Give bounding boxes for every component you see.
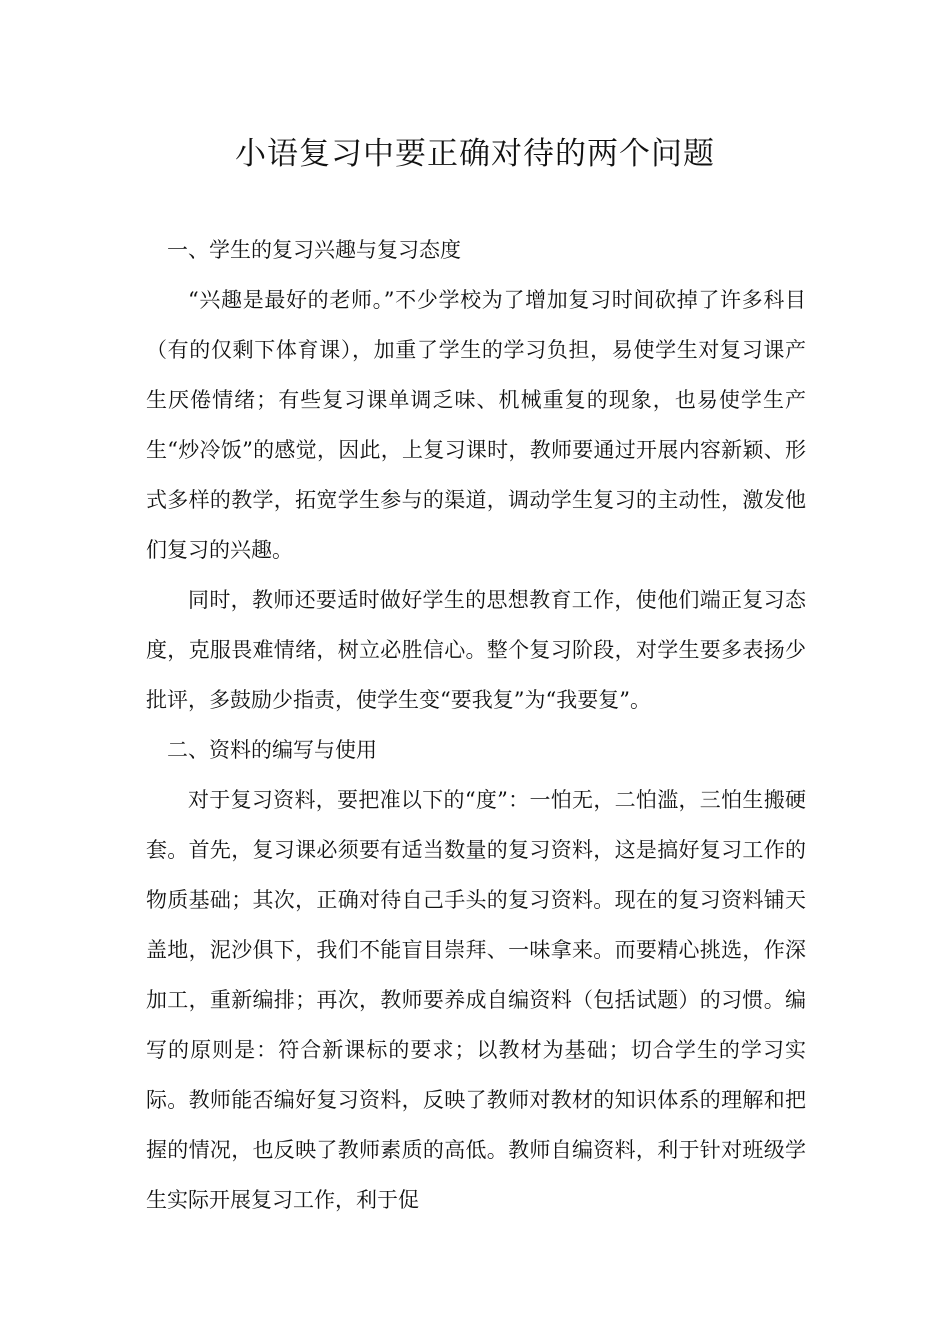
document-title: 小语复习中要正确对待的两个问题 — [235, 136, 715, 172]
document-body — [146, 225, 806, 1225]
paragraph-1: “兴趣是最好的老师。”不少学校为了增加复习时间砍掉了许多科目（有的仅剩下体育课），加重了学生的学习负担，易使学生对复习课产生厌倦情绪；有些复习课单调乏味、机械重复的现象，也易使学生产生“炒冷饭”的感觉，因此，上复习课时，教师要通过开展内容新颖、形式多样的教学，拓宽学生参与的渠道，调动学生复习的主动性，激发他们复习的兴趣。 — [146, 288, 806, 562]
section-heading-2: 二、资料的编写与使用 — [167, 738, 377, 762]
paragraph-2: 同时，教师还要适时做好学生的思想教育工作，使他们端正复习态度，克服畏难情绪，树立必胜信心。整个复习阶段，对学生要多表扬少批评，多鼓励少指责，使学生变“要我复”为“我要复”。 — [146, 588, 806, 712]
paragraph-3: 对于复习资料，要把准以下的“度”：一怕无，二怕滥，三怕生搬硬套。首先，复习课必须要有适当数量的复习资料，这是搞好复习工作的物质基础；其次，正确对待自己手头的复习资料。现在的复习资料铺天盖地，泥沙俱下，我们不能盲目崇拜、一味拿来。而要精心挑选，作深加工，重新编排；再次，教师要养成自编资料（包括试题）的习惯。编写的原则是：符合新课标的要求；以教材为基础；切合学生的学习实际。教师能否编好复习资料，反映了教师对教材的知识体系的理解和把握的情况，也反映了教师素质的高低。教师自编资料，利于针对班级学生实际开展复习工作，利于促 — [146, 788, 806, 1212]
section-heading-1: 一、学生的复习兴趣与复习态度 — [167, 238, 461, 262]
